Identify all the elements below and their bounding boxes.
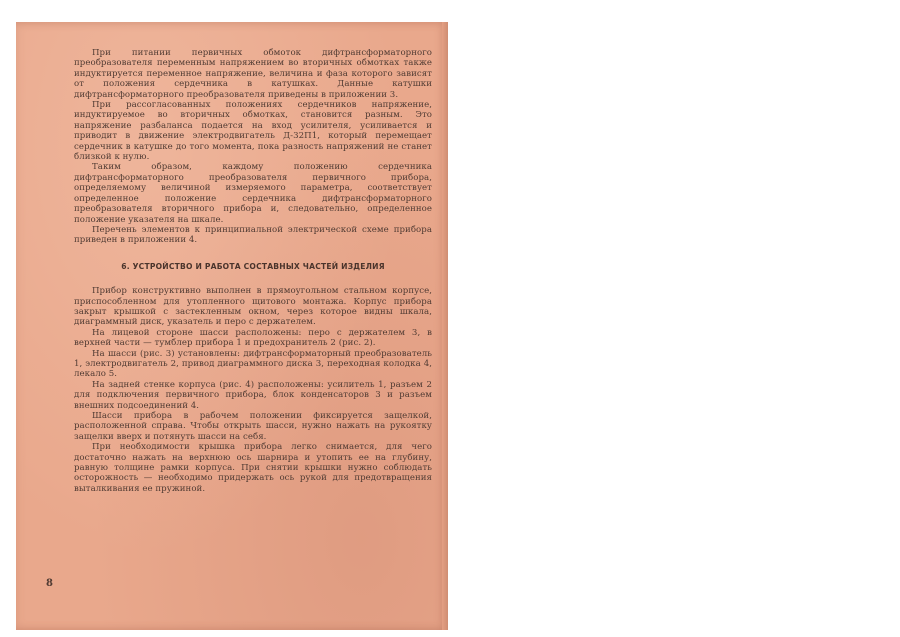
- paragraph: Шасси прибора в рабочем положении фиксируется защелкой, расположенной справа. Чтобы открыть шасси, нужно нажать на рукоятку защелки вверх и потянуть шасси на себя.: [74, 411, 432, 442]
- paragraph: Прибор конструктивно выполнен в прямоугольном стальном корпусе, приспособленном для утопленного щитового монтажа. Корпус прибора закрыт крышкой с застекленным окном, через которое видны шкала, диаграммный диск, указатель и перо с держателем.: [74, 286, 432, 328]
- paragraph: На лицевой стороне шасси расположены: перо с держателем 3, в верхней части — тумблер прибора 1 и предохранитель 2 (рис. 2).: [74, 327, 432, 349]
- page-text: [74, 48, 432, 494]
- page-edge: [442, 22, 448, 630]
- paragraph: На шасси (рис. 3) установлены: дифтрансформаторный преобразователь 1, электродвигатель 2, привод диаграммного диска 3, переходная колодка 4, лекало 5.: [74, 348, 432, 380]
- paragraph: При рассогласованных положениях сердечников напряжение, индуктируемое во вторичных обмотках, становится разным. Это напряжение разбаланса подается на вход усилителя, усиливается и приводит в движение электродвигатель Д-32П1, который перемещает сердечник в катушке до того момента, пока разность напряжений не станет близкой к нулю.: [74, 100, 432, 163]
- paragraph: При необходимости крышка прибора легко снимается, для чего достаточно нажать на верхнюю ось шарнира и утопить ее на глубину, равную толщине рамки корпуса. При снятии крышки нужно соблюдать осторожность — необходимо придержать ось рукой для предотвращения выталкивания ее пружиной.: [74, 442, 432, 494]
- paragraph: Перечень элементов к принципиальной электрической схеме прибора приведен в приложении 4.: [74, 224, 432, 246]
- scanned-page: [16, 22, 448, 630]
- page-number: 8: [46, 578, 53, 589]
- section-heading: 6. УСТРОЙСТВО И РАБОТА СОСТАВНЫХ ЧАСТЕЙ ИЗДЕЛИЯ: [121, 261, 385, 271]
- paragraph: На задней стенке корпуса (рис. 4) расположены: усилитель 1, разъем 2 для подключения первичного прибора, блок конденсаторов 3 и разъем внешних подсоединений 4.: [74, 379, 432, 411]
- paragraph: При питании первичных обмоток дифтрансформаторного преобразователя переменным напряжением во вторичных обмотках также индуктируется переменное напряжение, величина и фаза которого зависят от положения сердечника в катушках. Данные катушки дифтрансформаторного преобразователя приведены в приложении 3.: [74, 48, 432, 100]
- paragraph: Таким образом, каждому положению сердечника дифтрансформаторного преобразователя первичного прибора, определяемому величиной измеряемого параметра, соответствует определенное положение сердечника дифтрансформаторного преобразователя вторичного прибора и, следовательно, определенное положение указателя на шкале.: [74, 162, 432, 225]
